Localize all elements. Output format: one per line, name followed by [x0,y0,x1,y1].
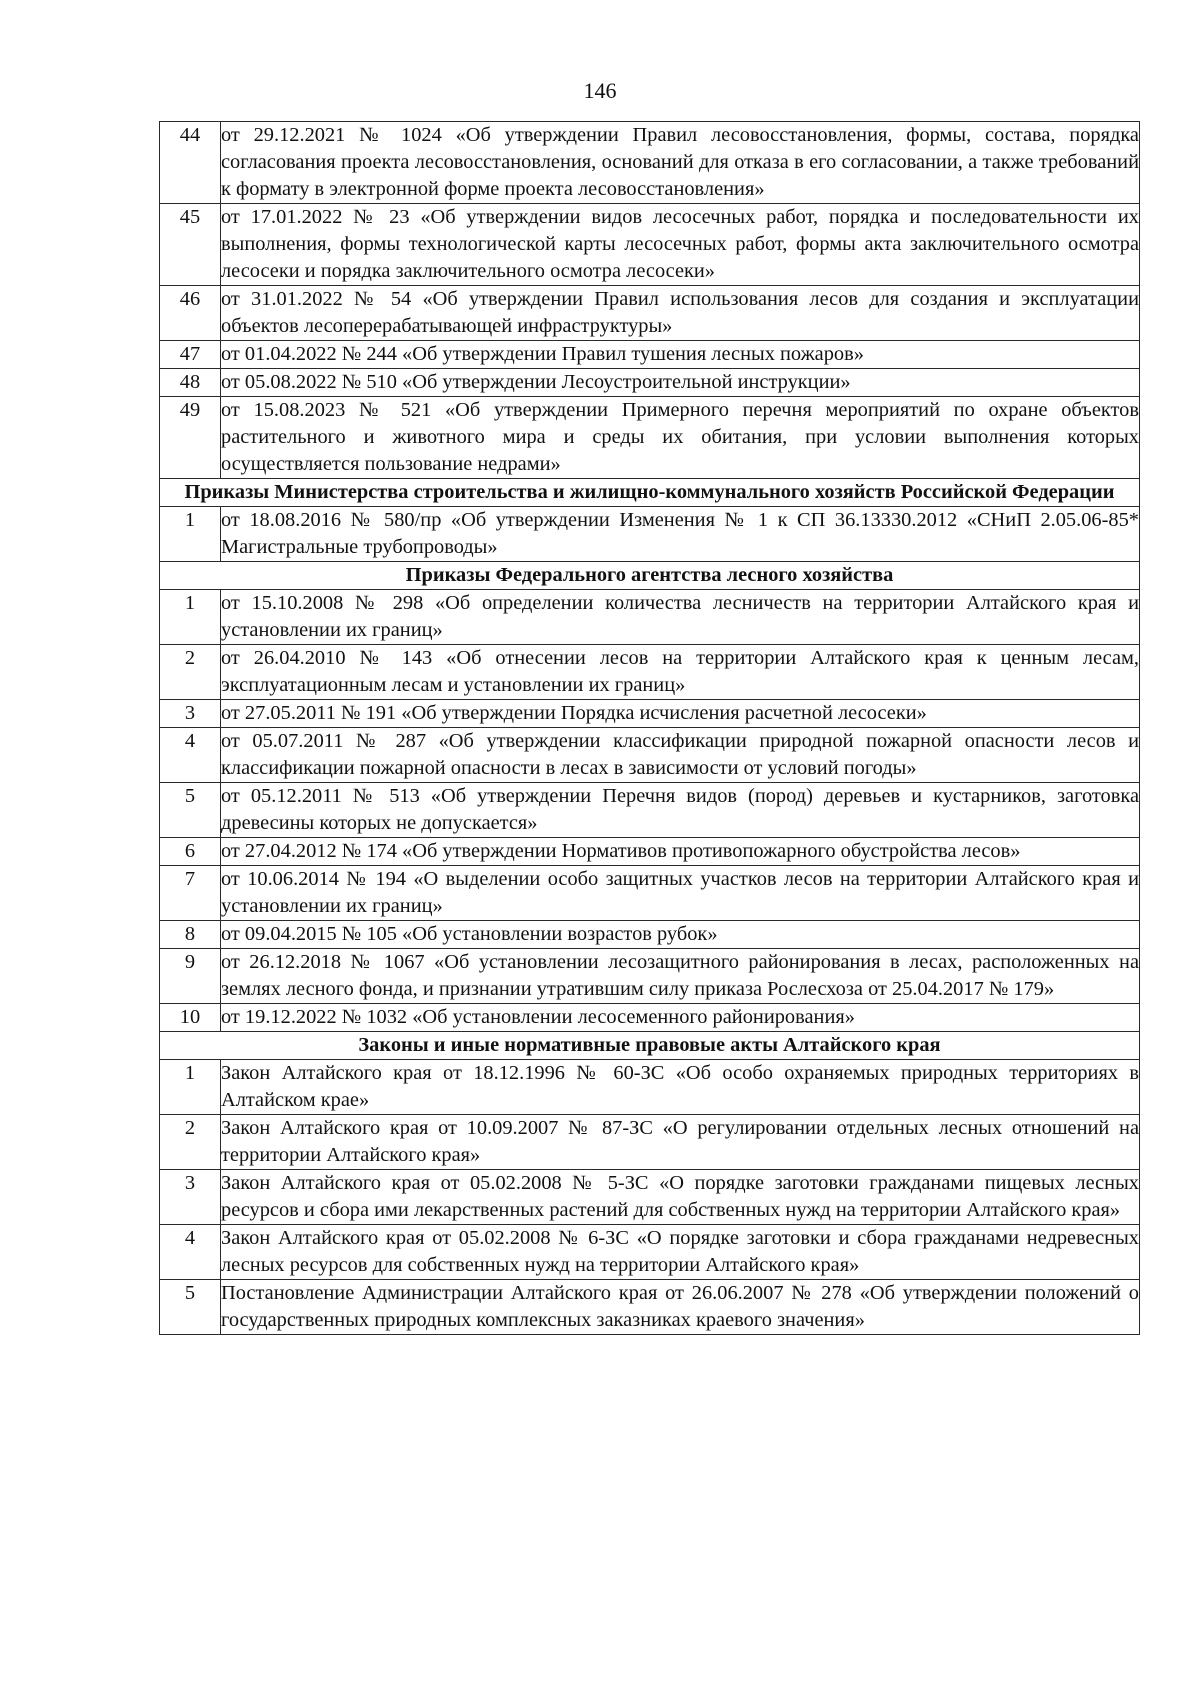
section-heading-row [160,479,1140,507]
section-heading-row [160,562,1140,590]
table-row [160,1060,1140,1115]
row-number: 5 [160,783,221,838]
row-number: 48 [160,369,221,397]
table-row [160,949,1140,1004]
table-row [160,369,1140,397]
row-number: 4 [160,1225,221,1280]
row-number: 1 [160,590,221,645]
row-number: 47 [160,341,221,369]
act-description: от 27.05.2011 № 191 «Об утверждении Порядка исчисления расчетной лесосеки» [221,700,1140,728]
row-number: 49 [160,397,221,479]
table-row [160,1170,1140,1225]
row-number: 5 [160,1280,221,1335]
row-number: 8 [160,921,221,949]
act-description: от 10.06.2014 № 194 «О выделении особо защитных участков лесов на территории Алтайского края и установлении их границ» [221,866,1140,921]
row-number: 10 [160,1004,221,1032]
table-row [160,590,1140,645]
act-description: от 31.01.2022 № 54 «Об утверждении Правил использования лесов для создания и эксплуатации объектов лесоперерабатывающей инфраструктуры» [221,286,1140,341]
row-number: 2 [160,645,221,700]
row-number: 3 [160,1170,221,1225]
section-heading: Приказы Федерального агентства лесного хозяйства [160,562,1140,590]
table-row [160,341,1140,369]
section-heading: Законы и иные нормативные правовые акты Алтайского края [160,1032,1140,1060]
row-number: 4 [160,728,221,783]
act-description: Закон Алтайского края от 10.09.2007 № 87-ЗС «О регулировании отдельных лесных отношений на территории Алтайского края» [221,1115,1140,1170]
page-number: 146 [583,78,617,103]
table-body [160,122,1140,1335]
act-description: от 26.12.2018 № 1067 «Об установлении лесозащитного районирования в лесах, расположенных на землях лесного фонда, и признании утратившим силу приказа Рослесхоза от 25.04.2017 № 179» [221,949,1140,1004]
table-row [160,866,1140,921]
table-row [160,728,1140,783]
act-description: от 05.08.2022 № 510 «Об утверждении Лесоустроительной инструкции» [221,369,1140,397]
row-number: 6 [160,838,221,866]
act-description: от 18.08.2016 № 580/пр «Об утверждении Изменения № 1 к СП 36.13330.2012 «СНиП 2.05.06-85* Магистральные трубопроводы» [221,507,1140,562]
act-description: от 15.08.2023 № 521 «Об утверждении Примерного перечня мероприятий по охране объектов растительного и животного мира и среды их обитания, при условии выполнения которых осуществляется пользование недрами» [221,397,1140,479]
row-number: 7 [160,866,221,921]
act-description: от 26.04.2010 № 143 «Об отнесении лесов на территории Алтайского края к ценным лесам, эксплуатационным лесам и установлении их границ» [221,645,1140,700]
act-description: от 19.12.2022 № 1032 «Об установлении лесосеменного районирования» [221,1004,1140,1032]
act-description: Закон Алтайского края от 05.02.2008 № 6-ЗС «О порядке заготовки и сбора гражданами недревесных лесных ресурсов для собственных нужд на территории Алтайского края» [221,1225,1140,1280]
act-description: от 29.12.2021 № 1024 «Об утверждении Правил лесовосстановления, формы, состава, порядка согласования проекта лесовосстановления, оснований для отказа в его согласовании, а также требований к формату в электронной форме проекта лесовосстановления» [221,122,1140,204]
row-number: 2 [160,1115,221,1170]
table-row [160,507,1140,562]
table-row [160,397,1140,479]
legal-acts-table [159,121,1140,1335]
act-description: Закон Алтайского края от 18.12.1996 № 60-ЗС «Об особо охраняемых природных территориях в Алтайском крае» [221,1060,1140,1115]
table-row [160,700,1140,728]
row-number: 1 [160,1060,221,1115]
act-description: от 17.01.2022 № 23 «Об утверждении видов лесосечных работ, порядка и последовательности их выполнения, формы технологической карты лесосечных работ, формы акта заключительного осмотра лесосеки и порядка заключительного осмотра лесосеки» [221,204,1140,286]
table-row [160,1225,1140,1280]
row-number: 45 [160,204,221,286]
table-row [160,1280,1140,1335]
row-number: 3 [160,700,221,728]
act-description: от 05.07.2011 № 287 «Об утверждении классификации природной пожарной опасности лесов и классификации пожарной опасности в лесах в зависимости от условий погоды» [221,728,1140,783]
table-row [160,122,1140,204]
row-number: 44 [160,122,221,204]
act-description: от 09.04.2015 № 105 «Об установлении возрастов рубок» [221,921,1140,949]
act-description: Закон Алтайского края от 05.02.2008 № 5-ЗС «О порядке заготовки гражданами пищевых лесных ресурсов и сбора ими лекарственных растений для собственных нужд на территории Алтайского края» [221,1170,1140,1225]
act-description: от 27.04.2012 № 174 «Об утверждении Нормативов противопожарного обустройства лесов» [221,838,1140,866]
table-row [160,204,1140,286]
table-row [160,838,1140,866]
section-heading-row [160,1032,1140,1060]
row-number: 46 [160,286,221,341]
table-row [160,783,1140,838]
table-row [160,286,1140,341]
table-row [160,1004,1140,1032]
table-row [160,921,1140,949]
table-row [160,1115,1140,1170]
row-number: 1 [160,507,221,562]
section-heading: Приказы Министерства строительства и жилищно-коммунального хозяйств Российской Федерации [160,479,1140,507]
row-number: 9 [160,949,221,1004]
act-description: Постановление Администрации Алтайского края от 26.06.2007 № 278 «Об утверждении положений о государственных природных комплексных заказниках краевого значения» [221,1280,1140,1335]
act-description: от 05.12.2011 № 513 «Об утверждении Перечня видов (пород) деревьев и кустарников, заготовка древесины которых не допускается» [221,783,1140,838]
act-description: от 01.04.2022 № 244 «Об утверждении Правил тушения лесных пожаров» [221,341,1140,369]
table-row [160,645,1140,700]
act-description: от 15.10.2008 № 298 «Об определении количества лесничеств на территории Алтайского края и установлении их границ» [221,590,1140,645]
